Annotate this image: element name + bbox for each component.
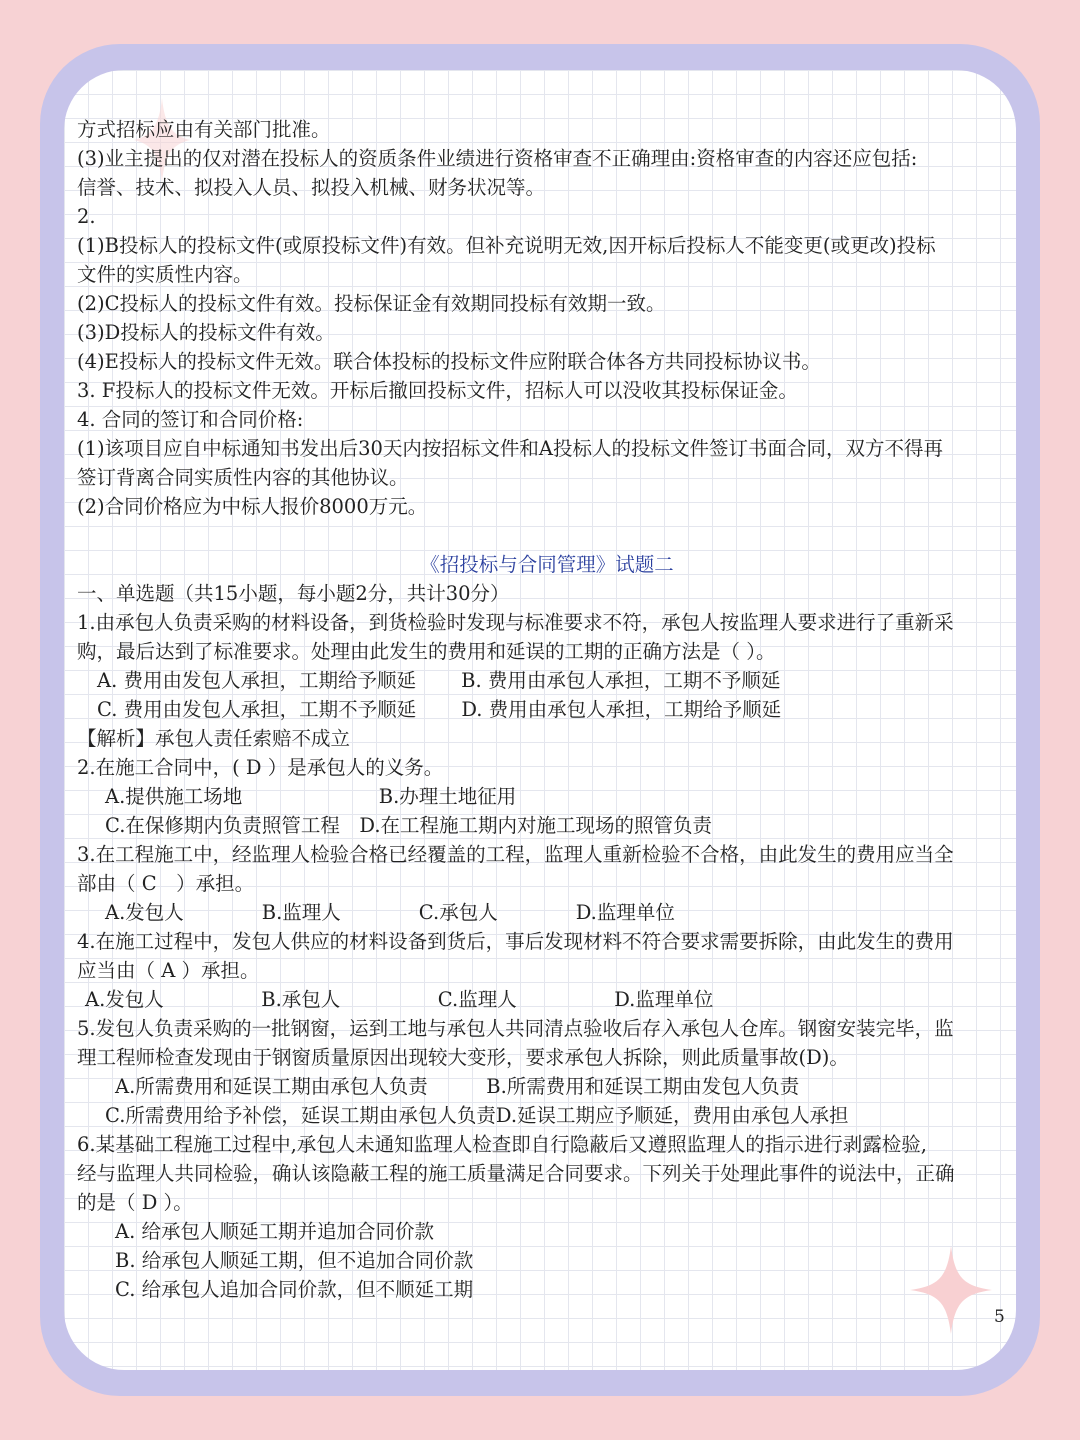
question-options: A.所需费用和延误工期由承包人负责 B.所需费用和延误工期由发包人负责 <box>115 1075 800 1098</box>
text-line: 文件的实质性内容。 <box>77 263 253 286</box>
text-line: 2. <box>77 205 96 228</box>
question-stem: 应当由（ A ）承担。 <box>77 959 260 982</box>
text-line: (1)B投标人的投标文件(或原投标文件)有效。但补充说明无效,因开标后投标人不能变更(或更改)投标 <box>77 234 936 257</box>
text-line: 方式招标应由有关部门批准。 <box>77 118 331 141</box>
question-stem: 部由（ C ）承担。 <box>77 872 255 895</box>
question-option: A. 给承包人顺延工期并追加合同价款 <box>115 1220 434 1243</box>
question-options: A.发包人 B.承包人 C.监理人 D.监理单位 <box>85 988 714 1011</box>
question-stem: 2.在施工合同中，( D ）是承包人的义务。 <box>77 756 444 779</box>
question-stem: 3.在工程施工中，经监理人检验合格已经覆盖的工程，监理人重新检验不合格，由此发生的费用应当全 <box>77 843 954 866</box>
text-line: 3. F投标人的投标文件无效。开标后撤回投标文件，招标人可以没收其投标保证金。 <box>77 379 798 402</box>
text-line: (2)C投标人的投标文件有效。投标保证金有效期同投标有效期一致。 <box>77 292 666 315</box>
question-options: C. 费用由发包人承担，工期不予顺延 D. 费用由承包人承担，工期给予顺延 <box>97 698 782 721</box>
text-line: (2)合同价格应为中标人报价8000万元。 <box>77 495 428 518</box>
question-stem: 4.在施工过程中，发包人供应的材料设备到货后，事后发现材料不符合要求需要拆除，由此发生的费用 <box>77 930 954 953</box>
text-line: (3)业主提出的仅对潜在投标人的资质条件业绩进行资格审查不正确理由:资格审查的内容还应包括: <box>77 147 918 170</box>
exam-title: 《招投标与合同管理》试题二 <box>420 553 674 576</box>
question-stem: 购，最后达到了标准要求。处理由此发生的费用和延误的工期的正确方法是（ ）。 <box>77 640 776 663</box>
question-options: A. 费用由发包人承担，工期给予顺延 B. 费用由承包人承担，工期不予顺延 <box>97 669 781 692</box>
question-option: C. 给承包人追加合同价款，但不顺延工期 <box>115 1278 474 1301</box>
section-heading: 一、单选题（共15小题，每小题2分，共计30分） <box>77 582 510 605</box>
document-body <box>77 115 1067 1304</box>
question-stem: 理工程师检查发现由于钢窗质量原因出现较大变形，要求承包人拆除，则此质量事故(D)。 <box>77 1046 849 1069</box>
text-line: (3)D投标人的投标文件有效。 <box>77 321 335 344</box>
text-line: 签订背离合同实质性内容的其他协议。 <box>77 466 409 489</box>
question-stem: 5.发包人负责采购的一批钢窗，运到工地与承包人共同清点验收后存入承包人仓库。钢窗安装完毕，监 <box>77 1017 954 1040</box>
question-stem: 1.由承包人负责采购的材料设备，到货检验时发现与标准要求不符，承包人按监理人要求进行了重新采 <box>77 611 954 634</box>
question-stem: 经与监理人共同检验，确认该隐蔽工程的施工质量满足合同要求。下列关于处理此事件的说法中，正确 <box>77 1162 955 1185</box>
question-options: A.发包人 B.监理人 C.承包人 D.监理单位 <box>105 901 675 924</box>
spacer <box>77 521 1067 550</box>
page-number: 5 <box>994 1307 1005 1327</box>
question-option: B. 给承包人顺延工期，但不追加合同价款 <box>115 1249 474 1272</box>
question-options: C.所需费用给予补偿，延误工期由承包人负责D.延误工期应予顺延，费用由承包人承担 <box>105 1104 849 1127</box>
text-line: (1)该项目应自中标通知书发出后30天内按招标文件和A投标人的投标文件签订书面合同，双方不得再 <box>77 437 944 460</box>
text-line: 4. 合同的签订和合同价格: <box>77 408 304 431</box>
analysis-note: 【解析】承包人责任索赔不成立 <box>77 727 351 750</box>
question-options: A.提供施工场地 B.办理土地征用 <box>105 785 517 808</box>
text-line: 信誉、技术、拟投入人员、拟投入机械、财务状况等。 <box>77 176 546 199</box>
question-options: C.在保修期内负责照管工程 D.在工程施工期内对施工现场的照管负责 <box>105 814 713 837</box>
question-stem: 的是（ D ）。 <box>77 1191 193 1214</box>
question-stem: 6.某基础工程施工过程中,承包人未通知监理人检查即自行隐蔽后又遵照监理人的指示进行剥露检验, <box>77 1133 928 1156</box>
text-line: (4)E投标人的投标文件无效。联合体投标的投标文件应附联合体各方共同投标协议书。 <box>77 350 821 373</box>
